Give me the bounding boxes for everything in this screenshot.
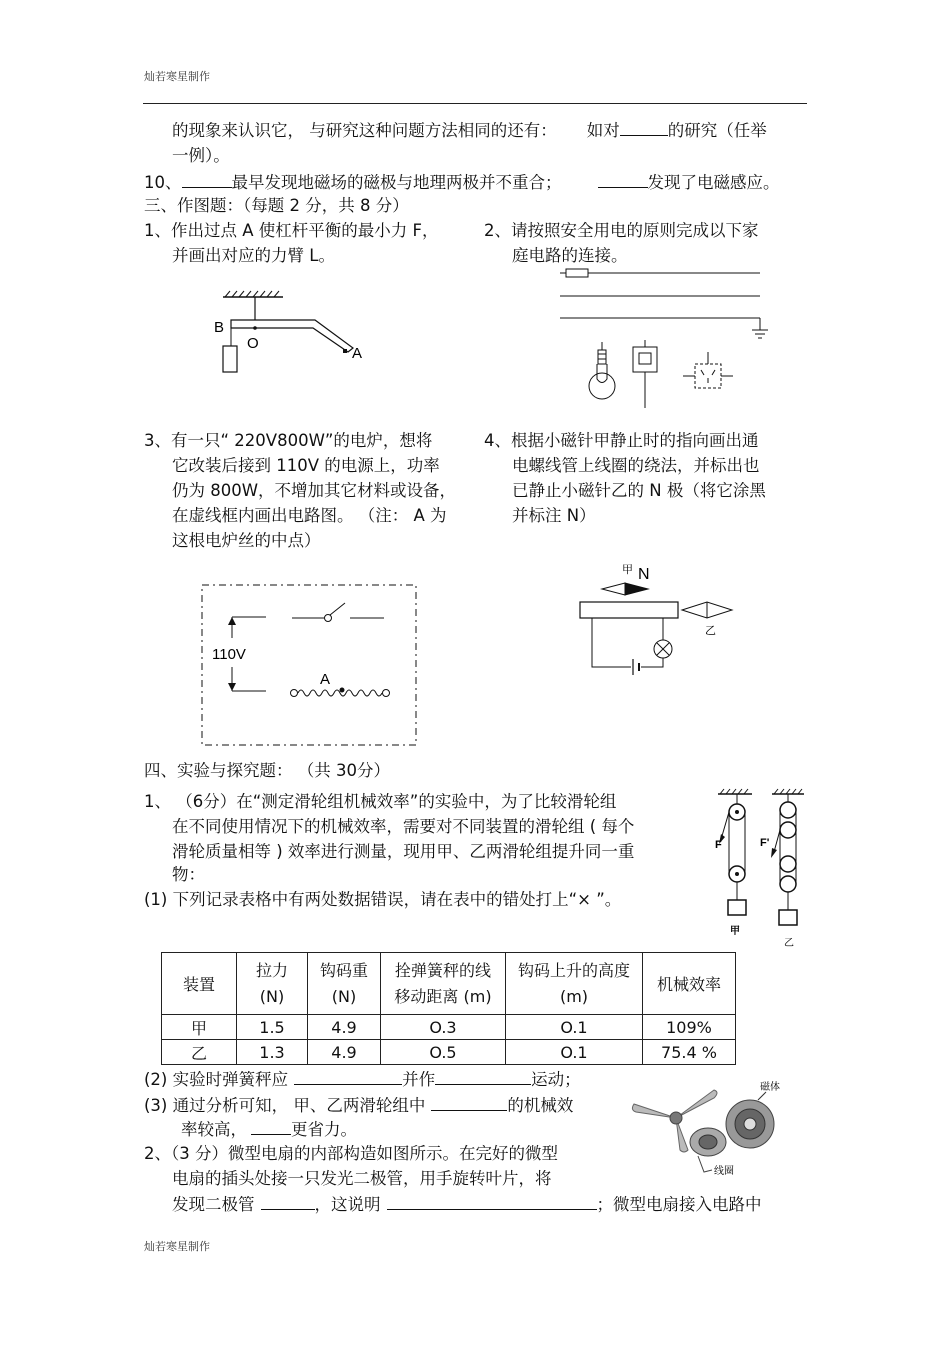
lever-label-B: B [214,319,225,336]
force-F-label: F [715,839,722,851]
part2-blank-2[interactable] [435,1066,531,1085]
s3-q1-line1: 1、作出过点 A 使杠杆平衡的最小力 F， [144,221,439,240]
table-cell[interactable]: 1.5 [237,1015,308,1040]
section3-title: 三、作图题：（每题 2 分，共 8 分） [144,196,409,215]
q9-text-b: 如对 [586,121,620,140]
motor-internals-icon [690,1100,774,1172]
part3-blank-2[interactable] [251,1116,291,1135]
q10-blank-2[interactable] [598,169,648,188]
table-cell[interactable]: O.1 [506,1040,643,1065]
lever-figure[interactable] [205,288,375,383]
s3-q1-line2: 并画出对应的力臂 L。 [172,246,335,265]
bulb-icon[interactable] [589,342,615,399]
q9-text-a: 的现象来认识它， 与研究这种问题方法相同的还有： [172,121,557,140]
solenoid-core[interactable] [580,602,678,618]
s3-q4-line2: 电螺线管上线圈的绕法，并标出也 [512,456,760,475]
switch-symbol[interactable] [292,603,384,622]
part2-text-a: (2) 实验时弹簧秤应 [144,1070,289,1089]
lever-label-A: A [352,345,363,362]
socket-icon[interactable] [683,352,733,388]
table-row [162,1015,736,1040]
section4-title: 四、实验与探究题： （共 30分） [144,761,390,780]
footer-watermark: 灿若寒星制作 [144,1240,210,1253]
household-circuit-figure[interactable] [558,262,773,412]
solenoid-figure[interactable] [575,558,735,683]
s3-q3-line4: 在虚线框内画出电路图。 （注： A 为 [172,506,447,525]
q10-text-b: 发现了电磁感应。 [647,173,780,192]
pulley-figure[interactable] [712,786,812,951]
part3-text-d: 更省力。 [291,1120,357,1139]
s3-q4-line1: 4、根据小磁针甲静止时的指向画出通 [484,431,759,450]
table-cell[interactable]: 乙 [162,1040,237,1065]
pulley-data-table [161,952,736,1065]
q2-blank-1[interactable] [261,1191,315,1210]
table-header-cell: 装置 [162,953,237,1015]
coil-label: 线圈 [714,1166,734,1177]
header-watermark: 灿若寒星制作 [144,70,210,83]
s3-q4-line3: 已静止小磁针乙的 N 极（将它涂黑 [512,481,766,500]
part3-text-b: 的机械效 [507,1096,574,1115]
table-header-cell: 拉力 (N) [237,953,308,1015]
heating-wire-symbol[interactable] [291,688,390,697]
needle-jia-label: 甲 [622,564,633,576]
magnetic-needle-jia[interactable] [602,583,648,595]
s4-q2-line1: 2、（3 分）微型电扇的内部构造如图所示。在完好的微型 [144,1144,558,1163]
s3-q3-line2: 它改装后接到 110V 的电源上，功率 [172,456,440,475]
table-cell[interactable]: 1.3 [237,1040,308,1065]
table-cell[interactable]: 4.9 [308,1015,381,1040]
pulley-jia-label: 甲 [730,926,740,937]
part3-text-c: 率较高， [181,1120,247,1139]
s4-q1-line1: 1、 （6分）在“测定滑轮组机械效率”的实验中，为了比较滑轮组 [144,792,617,811]
magnetic-needle-yi[interactable] [682,602,732,618]
s4-q1-part3-line1 [144,1092,573,1118]
s3-q2-line1: 2、请按照安全用电的原则完成以下家 [484,221,759,240]
table-cell[interactable]: O.5 [381,1040,506,1065]
s4-q1-line3: 滑轮质量相等 ) 效率进行测量，现用甲、乙两滑轮组提升同一重 [172,842,635,861]
s3-q3-line1: 3、有一只“ 220V800W”的电炉，想将 [144,431,433,450]
table-header-cell: 机械效率 [643,953,736,1015]
s4-q1-line2: 在不同使用情况下的机械效率，需要对不同装置的滑轮组 ( 每个 [172,817,635,836]
force-F2-label: F' [760,837,770,849]
lamp-symbol[interactable] [654,640,672,658]
q9-line2: 一例）。 [172,146,230,165]
table-cell[interactable]: 4.9 [308,1040,381,1065]
s3-q3-line5: 这根电炉丝的中点） [172,531,321,550]
s3-q3-line3: 仍为 800W，不增加其它材料或设备， [172,481,457,500]
q2-text-c: ；微型电扇接入电路中 [596,1195,762,1214]
q9-blank[interactable] [620,117,668,136]
part2-blank-1[interactable] [294,1066,402,1085]
midpoint-label-A: A [320,671,331,688]
table-row [162,1040,736,1065]
header-rule [143,103,807,104]
magnet-label: 磁体 [760,1082,780,1093]
pulley-yi-label: 乙 [784,938,794,949]
part3-blank-1[interactable] [431,1092,507,1111]
q2-text-b: ，这说明 [314,1195,381,1214]
q10-text-a: 最早发现地磁场的磁极与地理两极并不重合； [231,173,562,192]
part3-text-a: (3) 通过分析可知， 甲、乙两滑轮组中 [144,1096,426,1115]
stove-circuit-figure[interactable] [200,583,420,748]
micro-fan-figure[interactable] [628,1080,788,1180]
part2-text-c: 运动； [531,1070,581,1089]
table-cell[interactable]: O.1 [506,1015,643,1040]
table-cell[interactable]: 甲 [162,1015,237,1040]
s4-q1-part2 [144,1066,581,1092]
q9-line1 [172,117,767,143]
s4-q1-part3-line2 [181,1116,357,1142]
table-header-row [162,953,736,1015]
q2-blank-2[interactable] [387,1191,597,1210]
q2-text-a: 发现二极管 [172,1195,255,1214]
part2-text-b: 并作 [402,1070,436,1089]
q10-number: 10、 [144,173,182,192]
q9-text-c: 的研究（任举 [667,121,767,140]
needle-N-label: N [638,566,650,583]
q10-blank-1[interactable] [182,169,232,188]
needle-yi-label: 乙 [705,625,716,637]
table-cell[interactable]: O.3 [381,1015,506,1040]
switch-icon[interactable] [633,340,657,408]
table-header-cell: 钩码上升的高度 (m) [506,953,643,1015]
table-cell[interactable]: 75.4 % [643,1040,736,1065]
s3-q4-line4: 并标注 N） [512,506,596,525]
table-header-cell: 拴弹簧秤的线 移动距离 (m) [381,953,506,1015]
table-header-cell: 钩码重 (N) [308,953,381,1015]
s4-q2-line3 [172,1191,762,1217]
q10-line [144,169,780,195]
s4-q1-part1: (1) 下列记录表格中有两处数据错误，请在表中的错处打上“× ”。 [144,890,622,909]
s4-q2-line2: 电扇的插头处接一只发光二极管，用手旋转叶片，将 [172,1169,552,1188]
table-cell[interactable]: 109% [643,1015,736,1040]
voltage-label: 110V [212,646,246,663]
s3-q2-line2: 庭电路的连接。 [512,246,628,265]
s4-q1-line4: 物： [172,865,205,884]
lever-label-O: O [247,335,259,352]
